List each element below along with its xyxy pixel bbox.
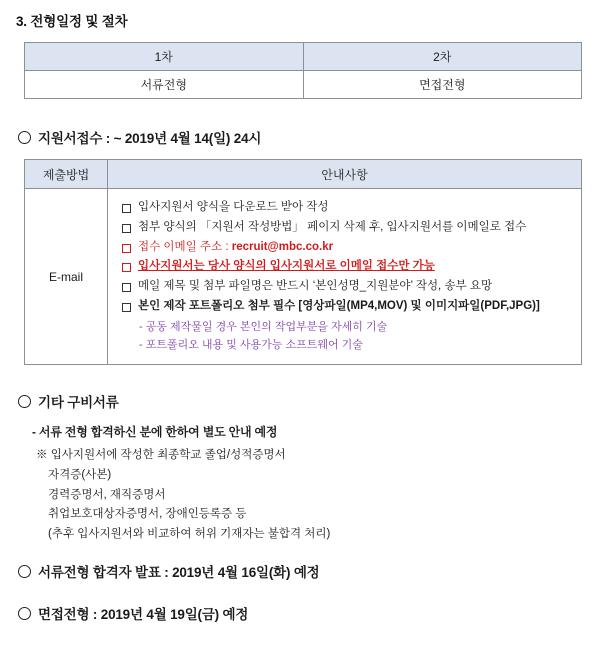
list-item: 자격증(사본)	[48, 468, 112, 481]
square-bullet-icon	[122, 204, 131, 213]
other-docs-note: - 서류 전형 합격하신 분에 한하여 별도 안내 예정	[32, 425, 278, 440]
interview-bullet-label: 면접전형 : 2019년 4월 19일(금) 예정	[38, 606, 249, 622]
section-title-text: 전형일정 및 절차	[30, 14, 128, 29]
email-label: 접수 이메일 주소 :	[138, 240, 232, 253]
square-bullet-icon	[122, 244, 131, 253]
schedule-table	[24, 42, 582, 99]
email-address: recruit@mbc.co.kr	[231, 240, 334, 253]
list-item	[122, 239, 571, 257]
square-bullet-icon	[122, 263, 131, 272]
schedule-header-1: 1차	[25, 43, 304, 71]
square-bullet-icon	[122, 303, 131, 312]
circle-bullet-icon	[18, 395, 31, 408]
list-item	[122, 199, 571, 217]
table-row	[25, 71, 582, 99]
page-title	[16, 10, 586, 30]
other-docs-bullet	[18, 391, 586, 411]
schedule-cell-1: 서류전형	[25, 71, 304, 99]
apply-header-guide: 안내사항	[108, 160, 582, 189]
list-item	[122, 258, 571, 276]
other-docs-list	[36, 446, 586, 545]
guide-item-text-highlighted: 입사지원서는 당사 양식의 입사지원서로 이메일 접수만 가능	[138, 260, 435, 273]
circle-bullet-icon	[18, 565, 31, 578]
apply-header-method: 제출방법	[25, 160, 108, 189]
sub-list-item: - 포트폴리오 내용 및 사용가능 소프트웨어 기술	[139, 339, 363, 352]
list-item	[122, 219, 571, 237]
list-item	[122, 278, 571, 296]
application-table	[24, 159, 582, 365]
schedule-cell-2: 면접전형	[303, 71, 582, 99]
guide-item-text: 본인 제작 포트폴리오 첨부 필수 [영상파일(MP4,MOV) 및 이미지파일(PDF,JPG)]	[138, 300, 540, 313]
sub-list-item: - 공동 제작물일 경우 본인의 작업부분을 자세히 기술	[139, 320, 388, 333]
list-item: ※ 입사지원서에 작성한 최종학교 졸업/성적증명서	[36, 449, 286, 462]
circle-bullet-icon	[18, 607, 31, 620]
guide-item-text: 메일 제목 및 첨부 파일명은 반드시 ‘본인성명_지원분야’ 작성, 송부 요망	[138, 280, 493, 293]
list-item: (추후 입사지원서와 비교하여 허위 기재자는 불합격 처리)	[48, 528, 331, 541]
apply-guide-cell	[108, 189, 582, 365]
schedule-header-2: 2차	[303, 43, 582, 71]
interview-bullet	[18, 603, 586, 623]
circle-bullet-icon	[18, 131, 31, 144]
list-item	[122, 298, 571, 316]
guide-item-text: 첨부 양식의 「지원서 작성방법」 페이지 삭제 후, 입사지원서를 이메일로 접수	[138, 220, 527, 233]
square-bullet-icon	[122, 224, 131, 233]
result-bullet	[18, 561, 586, 581]
apply-bullet	[18, 127, 586, 147]
other-docs-label: 기타 구비서류	[38, 395, 119, 411]
square-bullet-icon	[122, 283, 131, 292]
guide-item-text	[138, 239, 333, 257]
apply-bullet-label: 지원서접수 : ~ 2019년 4월 14(일) 24시	[38, 131, 262, 146]
table-row	[25, 189, 582, 365]
section-number: 3.	[16, 14, 27, 29]
list-item: 경력증명서, 재직증명서	[48, 488, 166, 501]
guide-item-text: 입사지원서 양식을 다운로드 받아 작성	[138, 201, 329, 213]
result-bullet-label: 서류전형 합격자 발표 : 2019년 4월 16일(화) 예정	[38, 564, 320, 580]
table-header-row	[25, 43, 582, 71]
table-header-row	[25, 160, 582, 189]
apply-method-cell: E-mail	[25, 189, 108, 365]
list-item: 취업보호대상자증명서, 장애인등록증 등	[48, 508, 247, 521]
